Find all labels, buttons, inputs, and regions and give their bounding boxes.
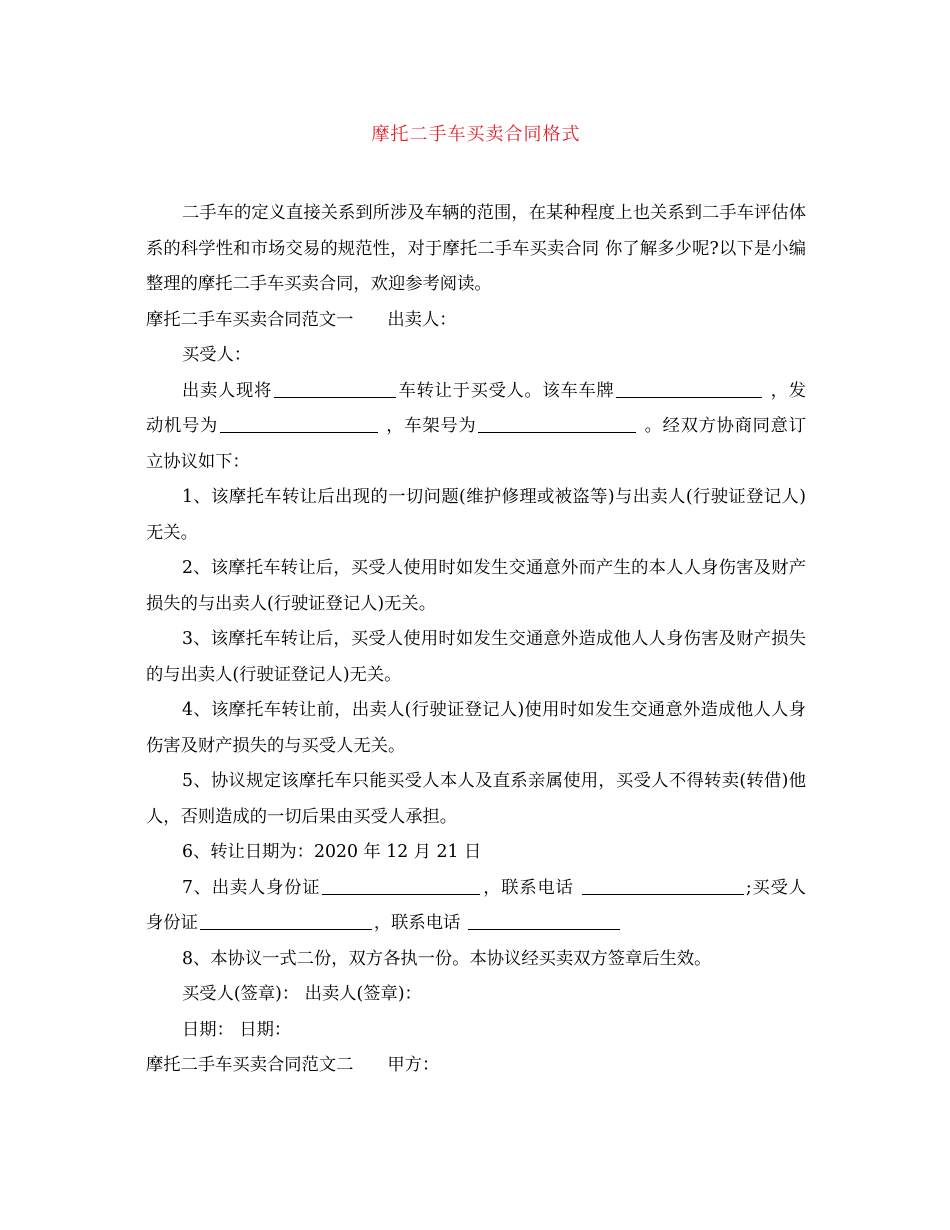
clause-5: 5、协议规定该摩托车只能买受人本人及直系亲属使用，买受人不得转卖(转借)他人，否则造成的一切后果由买受人承担。	[146, 771, 806, 827]
intro-paragraph: 二手车的定义直接关系到所涉及车辆的范围，在某种程度上也关系到二手车评估体系的科学性和市场交易的规范性，对于摩托二手车买卖合同 你了解多少呢?以下是小编整理的摩托二手车买卖合同，欢迎参考阅读。	[146, 203, 806, 294]
buyer-label: 买受人：	[182, 345, 252, 365]
transfer-text-a: 出卖人现将	[182, 380, 272, 401]
buyer-phone-blank	[468, 911, 620, 930]
clause-3: 3、该摩托车转让后，买受人使用时如发生交通意外造成他人人身伤害及财产损失的与出卖人(行驶证登记人)无关。	[146, 629, 806, 685]
seller-label: 出卖人：	[387, 309, 457, 330]
seller-id-blank	[322, 876, 480, 895]
date-line: 日期： 日期：	[182, 1019, 292, 1040]
clause7-text-a: 7、出卖人身份证	[182, 877, 321, 898]
clause-7	[146, 871, 806, 942]
clause-2: 2、该摩托车转让后，买受人使用时如发生交通意外而产生的本人人身伤害及财产损失的与出卖人(行驶证登记人)无关。	[146, 558, 806, 614]
frame-number-blank	[478, 414, 636, 433]
transfer-text-d: 发动机号为	[146, 380, 806, 436]
transfer-text-e: ，车架号为	[386, 416, 477, 436]
section1-heading-line	[146, 303, 806, 339]
clause7-text-d: ，联系电话	[373, 913, 461, 933]
plate-blank	[616, 379, 762, 398]
section2-heading-line	[146, 1048, 806, 1084]
vehicle-blank	[274, 379, 396, 398]
clause-8: 8、本协议一式二份，双方各执一份。本协议经买卖双方签章后生效。	[182, 948, 712, 969]
document-body	[146, 196, 806, 1084]
section2-heading: 摩托二手车买卖合同范文二	[146, 1055, 354, 1075]
signature-line: 买受人(签章)： 出卖人(签章)：	[182, 984, 422, 1004]
clause-1: 1、该摩托车转让后出现的一切问题(维护修理或被盗等)与出卖人(行驶证登记人)无关。	[146, 487, 806, 543]
buyer-id-blank	[200, 911, 372, 930]
engine-number-blank	[220, 414, 378, 433]
clause7-text-c: ;买受人身份证	[146, 877, 806, 933]
clause-4: 4、该摩托车转让前，出卖人(行驶证登记人)使用时如发生交通意外造成他人人身伤害及财产损失的与买受人无关。	[146, 700, 806, 756]
party-a-label: 甲方：	[387, 1055, 440, 1075]
transfer-text-f: 。经双方协商同意订立协议如下：	[146, 416, 806, 472]
clause7-text-b: ，联系电话	[482, 877, 574, 898]
transfer-text-c: ，	[770, 380, 789, 401]
transfer-text-b: 车转让于买受人。该车车牌	[397, 380, 615, 401]
section1-heading: 摩托二手车买卖合同范文一	[146, 309, 354, 330]
seller-phone-blank	[582, 876, 744, 895]
buyer-line	[146, 338, 806, 374]
clause-6: 6、转让日期为：2020 年 12 月 21 日	[182, 842, 482, 862]
document-title: 摩托二手车买卖合同格式	[371, 124, 581, 145]
transfer-paragraph	[146, 374, 806, 481]
